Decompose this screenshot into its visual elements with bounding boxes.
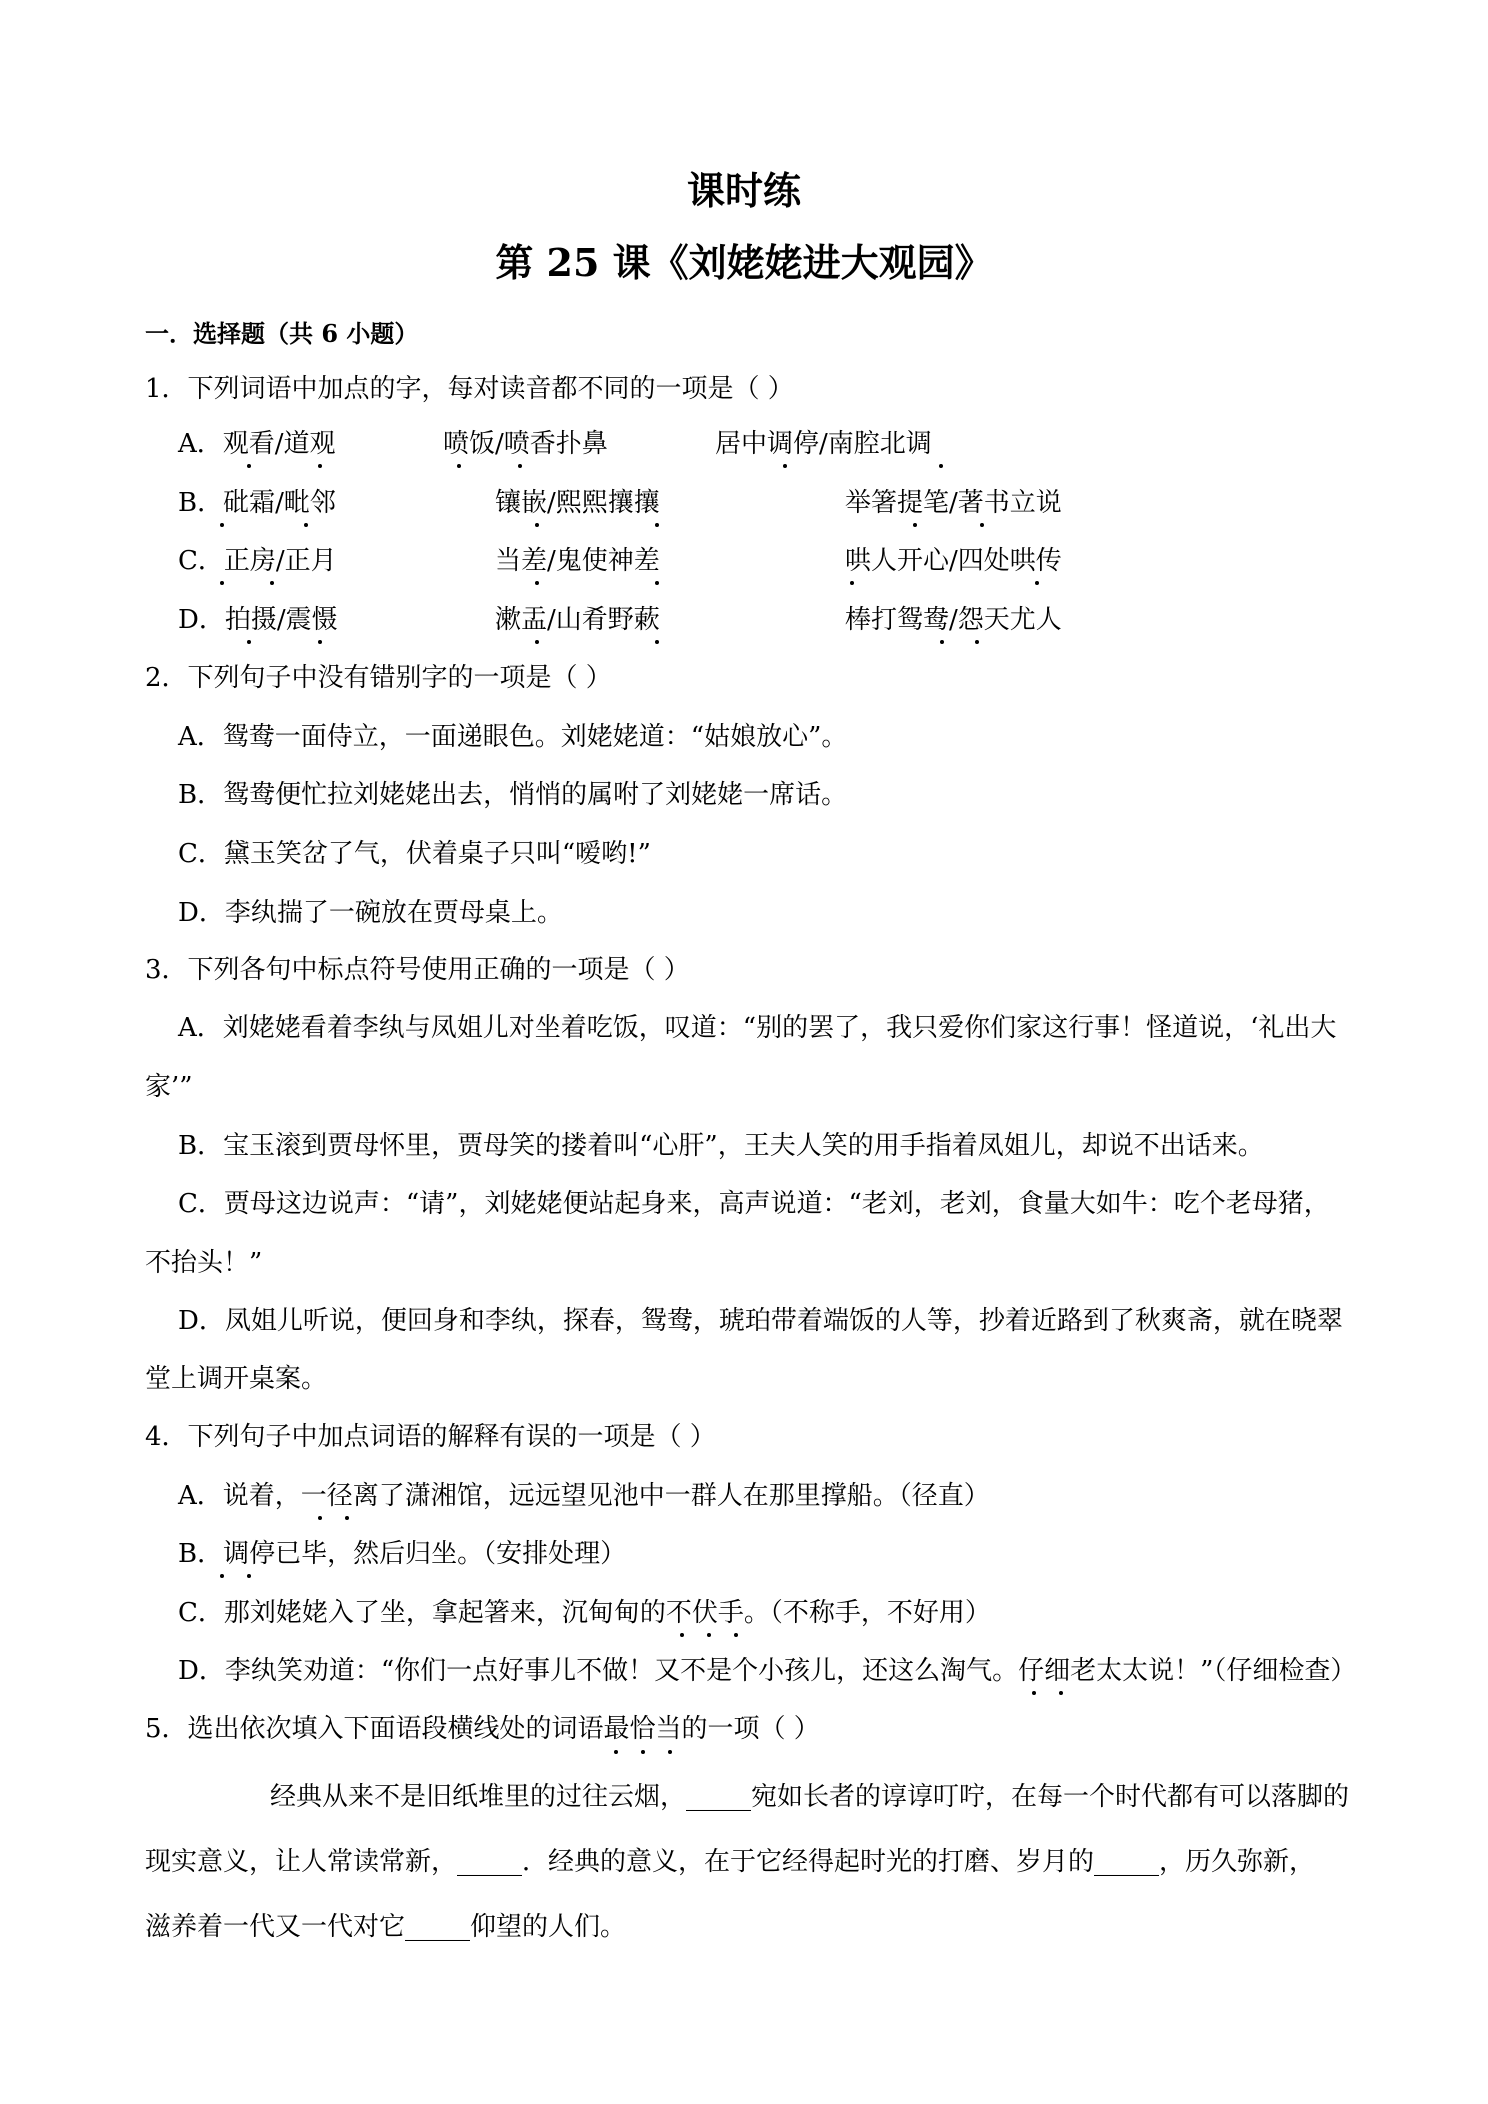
lesson-title: 第 25 课《刘姥姥进大观园》	[495, 240, 993, 285]
q3-option-c-line2: 不抬头！”	[145, 1248, 263, 1278]
q5-passage-line1: 经典从来不是旧纸堆里的过往云烟，_____宛如长者的谆谆叮咛，在每一个时代都有可以落脚的	[270, 1782, 1350, 1812]
question-3-stem: 3．下列各句中标点符号使用正确的一项是（ ）	[145, 955, 690, 985]
q1-option-c-1: C．正房/正月	[178, 546, 337, 576]
question-1-stem: 1．下列词语中加点的字，每对读音都不同的一项是（ ）	[145, 374, 794, 404]
q1-option-d-2: 漱盂/山肴野蔌	[495, 605, 660, 635]
page-title: 课时练	[686, 168, 801, 213]
q2-option-c: C．黛玉笑岔了气，伏着桌子只叫“嗳哟!”	[178, 839, 651, 869]
q3-option-a-line2: 家’”	[145, 1072, 193, 1102]
question-2-stem: 2．下列句子中没有错别字的一项是（ ）	[145, 663, 612, 693]
q2-option-b: B．鸳鸯便忙拉刘姥姥出去，悄悄的属咐了刘姥姥一席话。	[178, 780, 848, 810]
question-4-stem: 4．下列句子中加点词语的解释有误的一项是（ ）	[145, 1422, 716, 1452]
q4-option-c: C．那刘姥姥入了坐，拿起箸来，沉甸甸的不伏手。（不称手，不好用）	[178, 1598, 991, 1628]
q3-option-d-line2: 堂上调开桌案。	[145, 1364, 328, 1394]
question-5-stem: 5．选出依次填入下面语段横线处的词语最恰当的一项（ ）	[145, 1714, 820, 1744]
q1-option-a-3: 居中调停/南腔北调	[715, 429, 932, 459]
q4-option-b: B．调停已毕，然后归坐。（安排处理）	[178, 1539, 627, 1569]
q5-passage-line2: 现实意义，让人常读常新，_____．经典的意义，在于它经得起时光的打磨、岁月的_____，历久弥新，	[145, 1847, 1316, 1877]
section-heading: 一．选择题（共 6 小题）	[145, 319, 419, 348]
q1-option-b-1: B．砒霜/毗邻	[178, 488, 336, 518]
q4-option-d: D．李纨笑劝道：“你们一点好事儿不做！又不是个小孩儿，还这么淘气。仔细老太太说！”（仔细检查）	[178, 1656, 1357, 1686]
q3-option-c-line1: C．贾母这边说声：“请”，刘姥姥便站起身来，高声说道：“老刘，老刘，食量大如牛：吃个老母猪，	[178, 1189, 1330, 1219]
q1-option-d-1: D．拍摄/震慑	[178, 605, 338, 635]
q1-option-c-2: 当差/鬼使神差	[495, 546, 660, 576]
q1-option-c-3: 哄人开心/四处哄传	[845, 546, 1062, 576]
q1-option-a-2: 喷饭/喷香扑鼻	[443, 429, 608, 459]
q3-option-d-line1: D．凤姐儿听说，便回身和李纨，探春，鸳鸯，琥珀带着端饭的人等，抄着近路到了秋爽斋，就在晓翠	[178, 1306, 1343, 1336]
q3-option-b: B．宝玉滚到贾母怀里，贾母笑的搂着叫“心肝”，王夫人笑的用手指着凤姐儿，却说不出话来。	[178, 1131, 1264, 1161]
q1-option-b-3: 举箸提笔/著书立说	[845, 488, 1062, 518]
q1-option-d-3: 棒打鸳鸯/怨天尤人	[845, 605, 1062, 635]
q1-option-b-2: 镶嵌/熙熙攘攘	[495, 488, 660, 518]
q5-passage-line3: 滋养着一代又一代对它_____仰望的人们。	[145, 1912, 627, 1942]
q4-option-a: A．说着，一径离了潇湘馆，远远望见池中一群人在那里撑船。（径直）	[178, 1481, 990, 1511]
q2-option-a: A．鸳鸯一面侍立，一面递眼色。刘姥姥道：“姑娘放心”。	[178, 722, 848, 752]
q1-option-a-1: A．观看/道观	[178, 429, 336, 459]
q2-option-d: D．李纨揣了一碗放在贾母桌上。	[178, 898, 563, 928]
q3-option-a-line1: A．刘姥姥看着李纨与凤姐儿对坐着吃饭，叹道：“别的罢了，我只爱你们家这行事！怪道说，‘礼出大	[178, 1013, 1337, 1043]
